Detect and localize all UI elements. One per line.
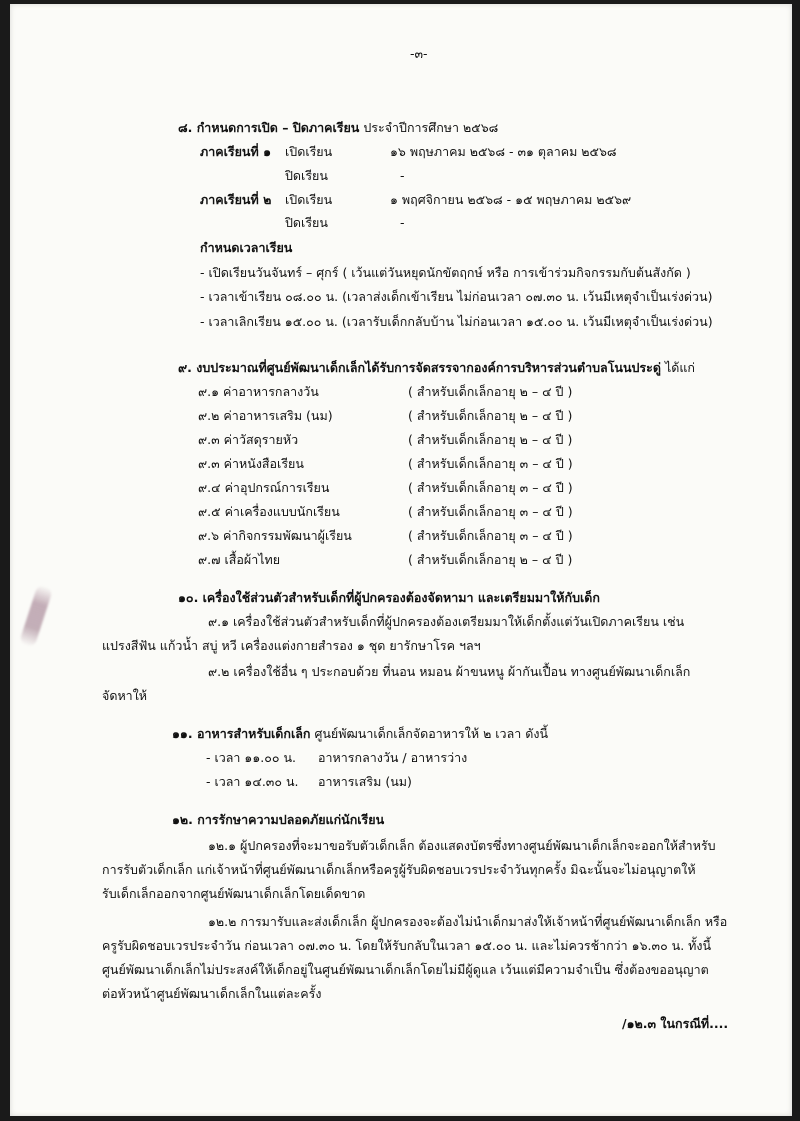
budget-item-note: ( สำหรับเด็กเล็กอายุ ๓ – ๔ ปี ) [408,480,573,495]
budget-item-note: ( สำหรับเด็กเล็กอายุ ๓ – ๔ ปี ) [408,528,573,543]
budget-item-name: ๙.๓ ค่าหนังสือเรียน [198,456,304,471]
sec10-p2-line2: จัดหาให้ [102,688,148,703]
meal-time: - เวลา ๑๔.๓๐ น. [206,774,299,789]
term2-open-dates: ๑ พฤศจิกายน ๒๕๖๘ - ๑๕ พฤษภาคม ๒๕๖๙ [390,192,632,207]
term2-close-label: ปิดเรียน [285,215,328,230]
time-line: - เวลาเข้าเรียน ๐๘.๐๐ น. (เวลาส่งเด็กเข้าเรียน ไม่ก่อนเวลา ๐๗.๓๐ น. เว้นมีเหตุจำเป็นเร่งด่วน) [200,289,713,304]
budget-item-note: ( สำหรับเด็กเล็กอายุ ๒ – ๔ ปี ) [408,408,573,423]
sec10-p1-line1: ๙.๑ เครื่องใช้ส่วนตัวสำหรับเด็กที่ผู้ปกครองต้องเตรียมมาให้เด็กตั้งแต่วันเปิดภาคเรียน เช่น [208,614,685,629]
time-heading: กำหนดเวลาเรียน [200,240,293,255]
budget-item-name: ๙.๒ ค่าอาหารเสริม (นม) [198,408,333,423]
budget-item-name: ๙.๖ ค่ากิจกรรมพัฒนาผู้เรียน [198,528,352,543]
budget-item-name: ๙.๔ ค่าอุปกรณ์การเรียน [198,480,330,495]
page-number: -๓- [410,46,428,61]
sec11-heading-rest: ศูนย์พัฒนาเด็กเล็กจัดอาหารให้ ๒ เวลา ดังนี้ [314,726,548,741]
continuation-note: /๑๒.๓ ในกรณีที่.... [622,1016,729,1031]
term1-open-dates: ๑๖ พฤษภาคม ๒๕๖๘ - ๓๑ ตุลาคม ๒๕๖๘ [390,144,617,159]
sec8-heading: ๘. กำหนดการเปิด – ปิดภาคเรียน [178,120,360,135]
term1-label: ภาคเรียนที่ ๑ [200,144,272,159]
sec12-p2-line: ต่อหัวหน้าศูนย์พัฒนาเด็กเล็กในแต่ละครั้ง [102,986,322,1001]
sec12-p2-line: ๑๒.๒ การมารับและส่งเด็กเล็ก ผู้ปกครองจะต้องไม่นำเด็กมาส่งให้เจ้าหน้าที่ศูนย์พัฒนาเด็กเล็ก หรือ [208,914,728,929]
sec11-heading-line [172,726,548,742]
sec12-p1-line: การรับตัวเด็กเล็ก แก่เจ้าหน้าที่ศูนย์พัฒนาเด็กเล็กหรือครูผู้รับผิดชอบเวรประจำวันทุกครั้ง มิฉะนั้นจะไม่อนุญาตให้ [102,862,696,877]
meal-name: อาหารกลางวัน / อาหารว่าง [318,750,468,765]
budget-item-note: ( สำหรับเด็กเล็กอายุ ๒ – ๔ ปี ) [408,552,573,567]
budget-item-name: ๙.๗ เสื้อผ้าไทย [198,552,281,567]
budget-item-note: ( สำหรับเด็กเล็กอายุ ๓ – ๔ ปี ) [408,504,573,519]
budget-item-name: ๙.๕ ค่าเครื่องแบบนักเรียน [198,504,340,519]
sec11-heading: ๑๑. อาหารสำหรับเด็กเล็ก [172,726,311,741]
sec12-p1-line: รับเด็กเล็กออกจากศูนย์พัฒนาเด็กเล็กโดยเด็ดขาด [102,886,366,901]
budget-item-note: ( สำหรับเด็กเล็กอายุ ๒ – ๔ ปี ) [408,384,573,399]
sec12-heading: ๑๒. การรักษาความปลอดภัยแก่นักเรียน [172,812,385,827]
sec8-heading-line [178,120,498,136]
meal-time: - เวลา ๑๑.๐๐ น. [206,750,297,765]
term1-close-dates: - [400,168,405,183]
document-page [10,4,792,1116]
meal-name: อาหารเสริม (นม) [318,774,412,789]
term2-open-label: เปิดเรียน [285,192,333,207]
sec9-heading-line [178,360,695,376]
budget-item-note: ( สำหรับเด็กเล็กอายุ ๒ – ๔ ปี ) [408,432,573,447]
term1-open-label: เปิดเรียน [285,144,333,159]
sec8-heading-rest: ประจำปีการศึกษา ๒๕๖๘ [363,120,499,135]
budget-item-name: ๙.๓ ค่าวัสดุรายหัว [198,432,299,447]
term2-label: ภาคเรียนที่ ๒ [200,192,272,207]
time-line: - เปิดเรียนวันจันทร์ – ศุกร์ ( เว้นแต่วันหยุดนักขัตฤกษ์ หรือ การเข้าร่วมกิจกรรมกับต้นสังกัด ) [200,265,691,280]
budget-item-note: ( สำหรับเด็กเล็กอายุ ๓ – ๔ ปี ) [408,456,573,471]
time-line: - เวลาเลิกเรียน ๑๕.๐๐ น. (เวลารับเด็กกลับบ้าน ไม่ก่อนเวลา ๑๕.๐๐ น. เว้นมีเหตุจำเป็นเร่งด่วน) [200,314,713,329]
sec10-p1-line2: แปรงสีฟัน แก้วน้ำ สบู่ หวี เครื่องแต่งกายสำรอง ๑ ชุด ยารักษาโรค ฯลฯ [102,638,481,653]
sec9-heading: ๙. งบประมาณที่ศูนย์พัฒนาเด็กเล็กได้รับการจัดสรรจากองค์การบริหารส่วนตำบลโนนประดู่ [178,360,661,375]
sec10-heading: ๑๐. เครื่องใช้ส่วนตัวสำหรับเด็กที่ผู้ปกครองต้องจัดหามา และเตรียมมาให้กับเด็ก [178,590,600,605]
sec9-heading-rest: ได้แก่ [664,360,695,375]
sec12-p1-line: ๑๒.๑ ผู้ปกครองที่จะมาขอรับตัวเด็กเล็ก ต้องแสดงบัตรซึ่งทางศูนย์พัฒนาเด็กเล็กจะออกให้สำหรับ [208,838,716,853]
sec10-p2-line1: ๙.๒ เครื่องใช้อื่น ๆ ประกอบด้วย ที่นอน หมอน ผ้าขนหนู ผ้ากันเปื้อน ทางศูนย์พัฒนาเด็กเล็ก [208,664,691,679]
term2-close-dates: - [400,215,405,230]
sec12-p2-line: ศูนย์พัฒนาเด็กเล็กไม่ประสงค์ให้เด็กอยู่ในศูนย์พัฒนาเด็กเล็กโดยไม่มีผู้ดูแล เว้นแต่มีความจำเป็น ซึ่งต้องขออนุญาต [102,962,709,977]
budget-item-name: ๙.๑ ค่าอาหารกลางวัน [198,384,319,399]
term1-close-label: ปิดเรียน [285,168,328,183]
sec12-p2-line: ครูรับผิดชอบเวรประจำวัน ก่อนเวลา ๐๗.๓๐ น. โดยให้รับกลับในเวลา ๑๕.๐๐ น. และไม่ควรช้ากว่า ๑๖.๓๐ น. ทั้งนี้ [102,938,712,953]
